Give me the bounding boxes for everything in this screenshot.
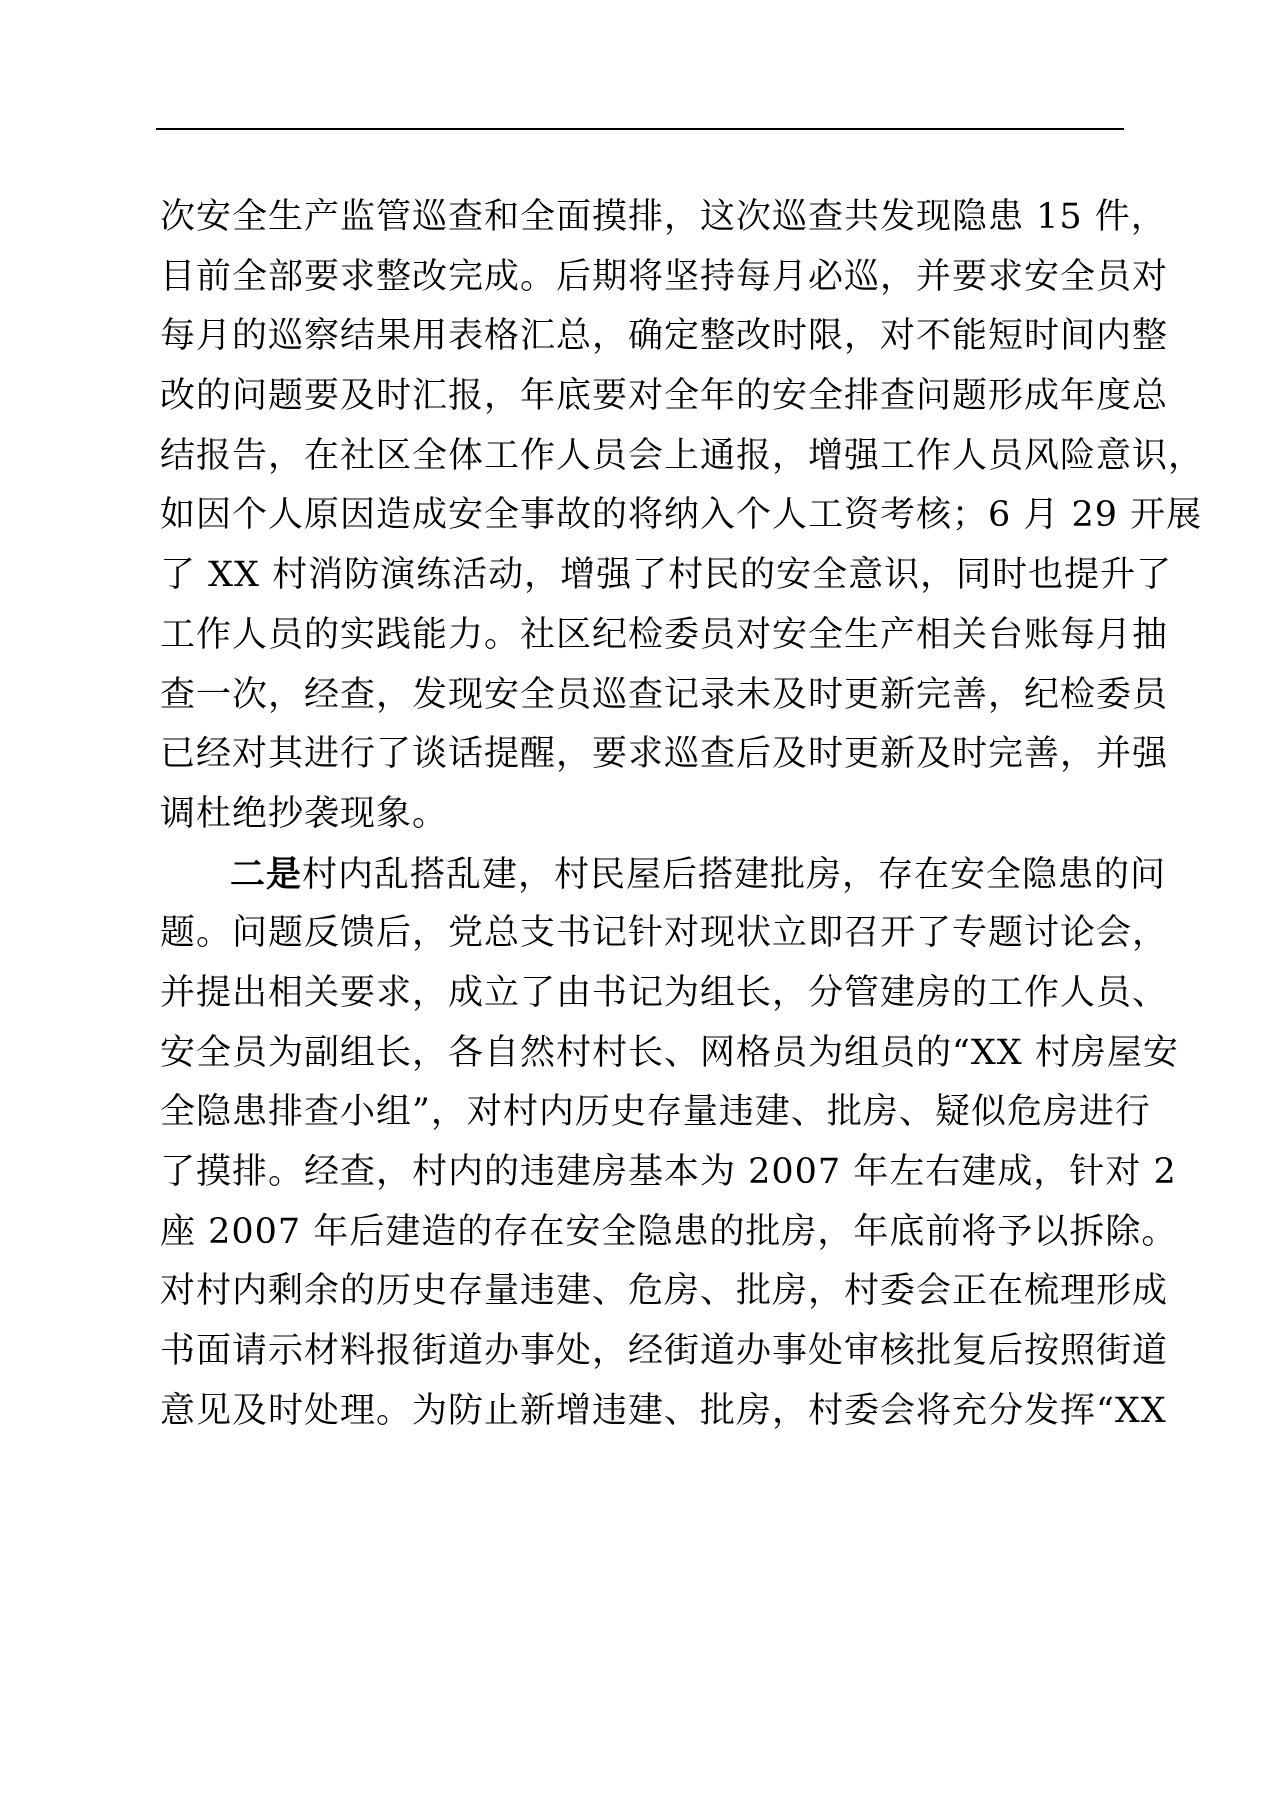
text-line: 对村内剩余的历史存量违建、危房、批房，村委会正在梳理形成 bbox=[160, 1271, 1169, 1312]
paragraph-2 bbox=[160, 845, 1179, 1442]
text-line: 改的问题要及时汇报，年底要对全年的安全排查问题形成年度总 bbox=[160, 376, 1169, 417]
text-line: 书面请示材料报街道办事处，经街道办事处审核批复后按照街道 bbox=[160, 1331, 1169, 1372]
text-line: 每月的巡察结果用表格汇总，确定整改时限，对不能短时间内整 bbox=[160, 316, 1169, 357]
text-line: 全隐患排查小组”，对村内历史存量违建、批房、疑似危房进行 bbox=[160, 1092, 1151, 1133]
paragraph-2-first-line-text: 村内乱搭乱建，村民屋后搭建批房，存在安全隐患的问 bbox=[302, 854, 1167, 895]
text-line: 查一次，经查，发现安全员巡查记录未及时更新完善，纪检委员 bbox=[160, 674, 1169, 715]
text-line: 并提出相关要求，成立了由书记为组长，分管建房的工作人员、 bbox=[160, 972, 1169, 1013]
text-line: 题。问题反馈后，党总支书记针对现状立即召开了专题讨论会， bbox=[160, 913, 1169, 954]
text-line: 工作人员的实践能力。社区纪检委员对安全生产相关台账每月抽 bbox=[160, 614, 1169, 655]
text-line: 已经对其进行了谈话提醒，要求巡查后及时更新及时完善，并强 bbox=[160, 734, 1169, 775]
document-body bbox=[160, 188, 1205, 1441]
text-line: 安全员为副组长，各自然村村长、网格员为组员的“XX 村房屋安 bbox=[160, 1032, 1179, 1073]
text-line: 目前全部要求整改完成。后期将坚持每月必巡，并要求安全员对 bbox=[160, 256, 1169, 297]
paragraph-2-lead: 二是 bbox=[230, 853, 303, 895]
text-line: 了 XX 村消防演练活动，增强了村民的安全意识，同时也提升了 bbox=[160, 555, 1173, 596]
paragraph-1 bbox=[160, 188, 1205, 845]
header-rule bbox=[156, 128, 1124, 130]
text-line: 调杜绝抄袭现象。 bbox=[160, 793, 449, 834]
text-line: 意见及时处理。为防止新增违建、批房，村委会将充分发挥“XX bbox=[160, 1390, 1167, 1431]
text-line: 了摸排。经查，村内的违建房基本为 2007 年左右建成，针对 2 bbox=[160, 1152, 1177, 1192]
text-line: 座 2007 年后建造的存在安全隐患的批房，年底前将予以拆除。 bbox=[160, 1211, 1178, 1252]
text-line: 如因个人原因造成安全事故的将纳入个人工资考核；6 月 29 开展 bbox=[160, 495, 1203, 536]
paragraph-2-first-line bbox=[160, 845, 1167, 905]
text-line: 结报告，在社区全体工作人员会上通报，增强工作人员风险意识， bbox=[160, 435, 1205, 476]
text-line: 次安全生产监管巡查和全面摸排，这次巡查共发现隐患 15 件， bbox=[160, 197, 1167, 237]
